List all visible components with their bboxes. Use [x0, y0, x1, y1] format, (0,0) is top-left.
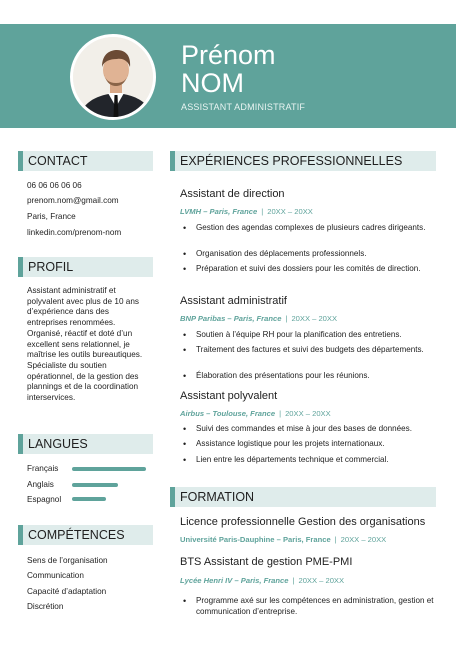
language-label: Français — [27, 464, 59, 473]
formation-title: Licence professionnelle Gestion des organisations — [180, 516, 426, 528]
competences-heading: COMPÉTENCES — [18, 525, 153, 545]
formation-bullet: • Programme axé sur les compétences en administration, gestion et communication d’entreprise. — [183, 596, 443, 617]
formation-heading: FORMATION — [170, 487, 436, 507]
job-company: BNP Paribas – Paris, France — [180, 314, 282, 323]
job-bullet: • Élaboration des présentations pour les réunions. — [183, 371, 443, 382]
page-top-margin — [0, 0, 456, 24]
contact-heading: CONTACT — [18, 151, 153, 171]
job-bullet: • Lien entre les départements technique et commercial. — [183, 455, 443, 466]
formation-dates: 20XX – 20XX — [340, 535, 387, 544]
job-bullet: • Assistance logistique pour les projets internationaux. — [183, 439, 443, 450]
profil-heading: PROFIL — [18, 257, 153, 277]
profil-line: interservices. — [27, 393, 76, 403]
job-bullet: • Soutien à l’équipe RH pour la planification des entretiens. — [183, 330, 443, 341]
competence-item: Capacité d’adaptation — [27, 587, 107, 596]
language-level-bar — [72, 497, 106, 501]
profil-line: Spécialiste du soutien — [27, 360, 107, 370]
first-name: Prénom — [181, 40, 276, 70]
job-company: Airbus – Toulouse, France — [180, 409, 276, 418]
profil-line: entreprises renommées. — [27, 318, 116, 328]
experiences-heading: EXPÉRIENCES PROFESSIONNELLES — [170, 151, 436, 171]
job-bullet: • Suivi des commandes et mise à jour des bases de données. — [183, 424, 443, 435]
profil-line: d’expérience dans des — [27, 307, 109, 317]
job-title-entry: Assistant administratif — [180, 295, 287, 307]
profil-line: Organisé, réactif et doté d’un — [27, 328, 133, 338]
competence-item: Sens de l’organisation — [27, 556, 108, 565]
job-company-line — [180, 207, 313, 216]
profile-photo — [70, 34, 156, 120]
separator: | — [334, 535, 337, 544]
profil-line: polyvalent avec plus de 10 ans — [27, 296, 139, 306]
job-bullet: • Gestion des agendas complexes de plusieurs cadres dirigeants. — [183, 223, 443, 234]
job-dates: 20XX – 20XX — [285, 409, 331, 418]
profil-line: maîtrise les outils bureautiques. — [27, 350, 143, 360]
separator: | — [292, 576, 295, 585]
language-level-bar — [72, 467, 146, 471]
formation-school-line — [180, 535, 386, 544]
last-name: NOM — [181, 68, 244, 98]
competence-item: Communication — [27, 571, 84, 580]
contact-linkedin: linkedin.com/prenom-nom — [27, 228, 122, 237]
job-company-line — [180, 314, 337, 323]
formation-school-line — [180, 576, 344, 585]
job-title-entry: Assistant polyvalent — [180, 390, 278, 402]
profil-line: excellent sens relationnel, je — [27, 339, 130, 349]
competence-item: Discrétion — [27, 602, 64, 611]
job-company-line — [180, 409, 331, 418]
separator: | — [261, 207, 264, 216]
separator: | — [279, 409, 282, 418]
contact-phone: 06 06 06 06 06 — [27, 181, 82, 190]
job-dates: 20XX – 20XX — [291, 314, 338, 323]
job-bullet: • Organisation des déplacements professionnels. — [183, 249, 443, 260]
formation-school: Lycée Henri IV – Paris, France — [180, 576, 289, 585]
job-dates: 20XX – 20XX — [267, 207, 313, 216]
profil-line: plannings et de la coordination — [27, 382, 139, 392]
job-title-entry: Assistant de direction — [180, 188, 285, 200]
formation-title: BTS Assistant de gestion PME-PMI — [180, 556, 353, 568]
separator: | — [285, 314, 288, 323]
formation-dates: 20XX – 20XX — [298, 576, 345, 585]
profil-text — [27, 286, 142, 404]
language-label: Anglais — [27, 480, 54, 489]
langues-heading: LANGUES — [18, 434, 153, 454]
contact-location: Paris, France — [27, 212, 76, 221]
profil-line: opérationnel, de la gestion des — [27, 371, 139, 381]
formation-school: Université Paris-Dauphine – Paris, France — [180, 535, 331, 544]
job-bullet: • Préparation et suivi des dossiers pour les comités de direction. — [183, 264, 443, 275]
language-level-bar — [72, 483, 118, 487]
language-label: Espagnol — [27, 495, 62, 504]
profil-line: Assistant administratif et — [27, 286, 116, 295]
job-company: LVMH – Paris, France — [180, 207, 258, 216]
job-title: ASSISTANT ADMINISTRATIF — [181, 102, 306, 112]
contact-email: prenom.nom@gmail.com — [27, 196, 119, 205]
job-bullet: • Traitement des factures et suivi des budgets des départements. — [183, 345, 443, 356]
